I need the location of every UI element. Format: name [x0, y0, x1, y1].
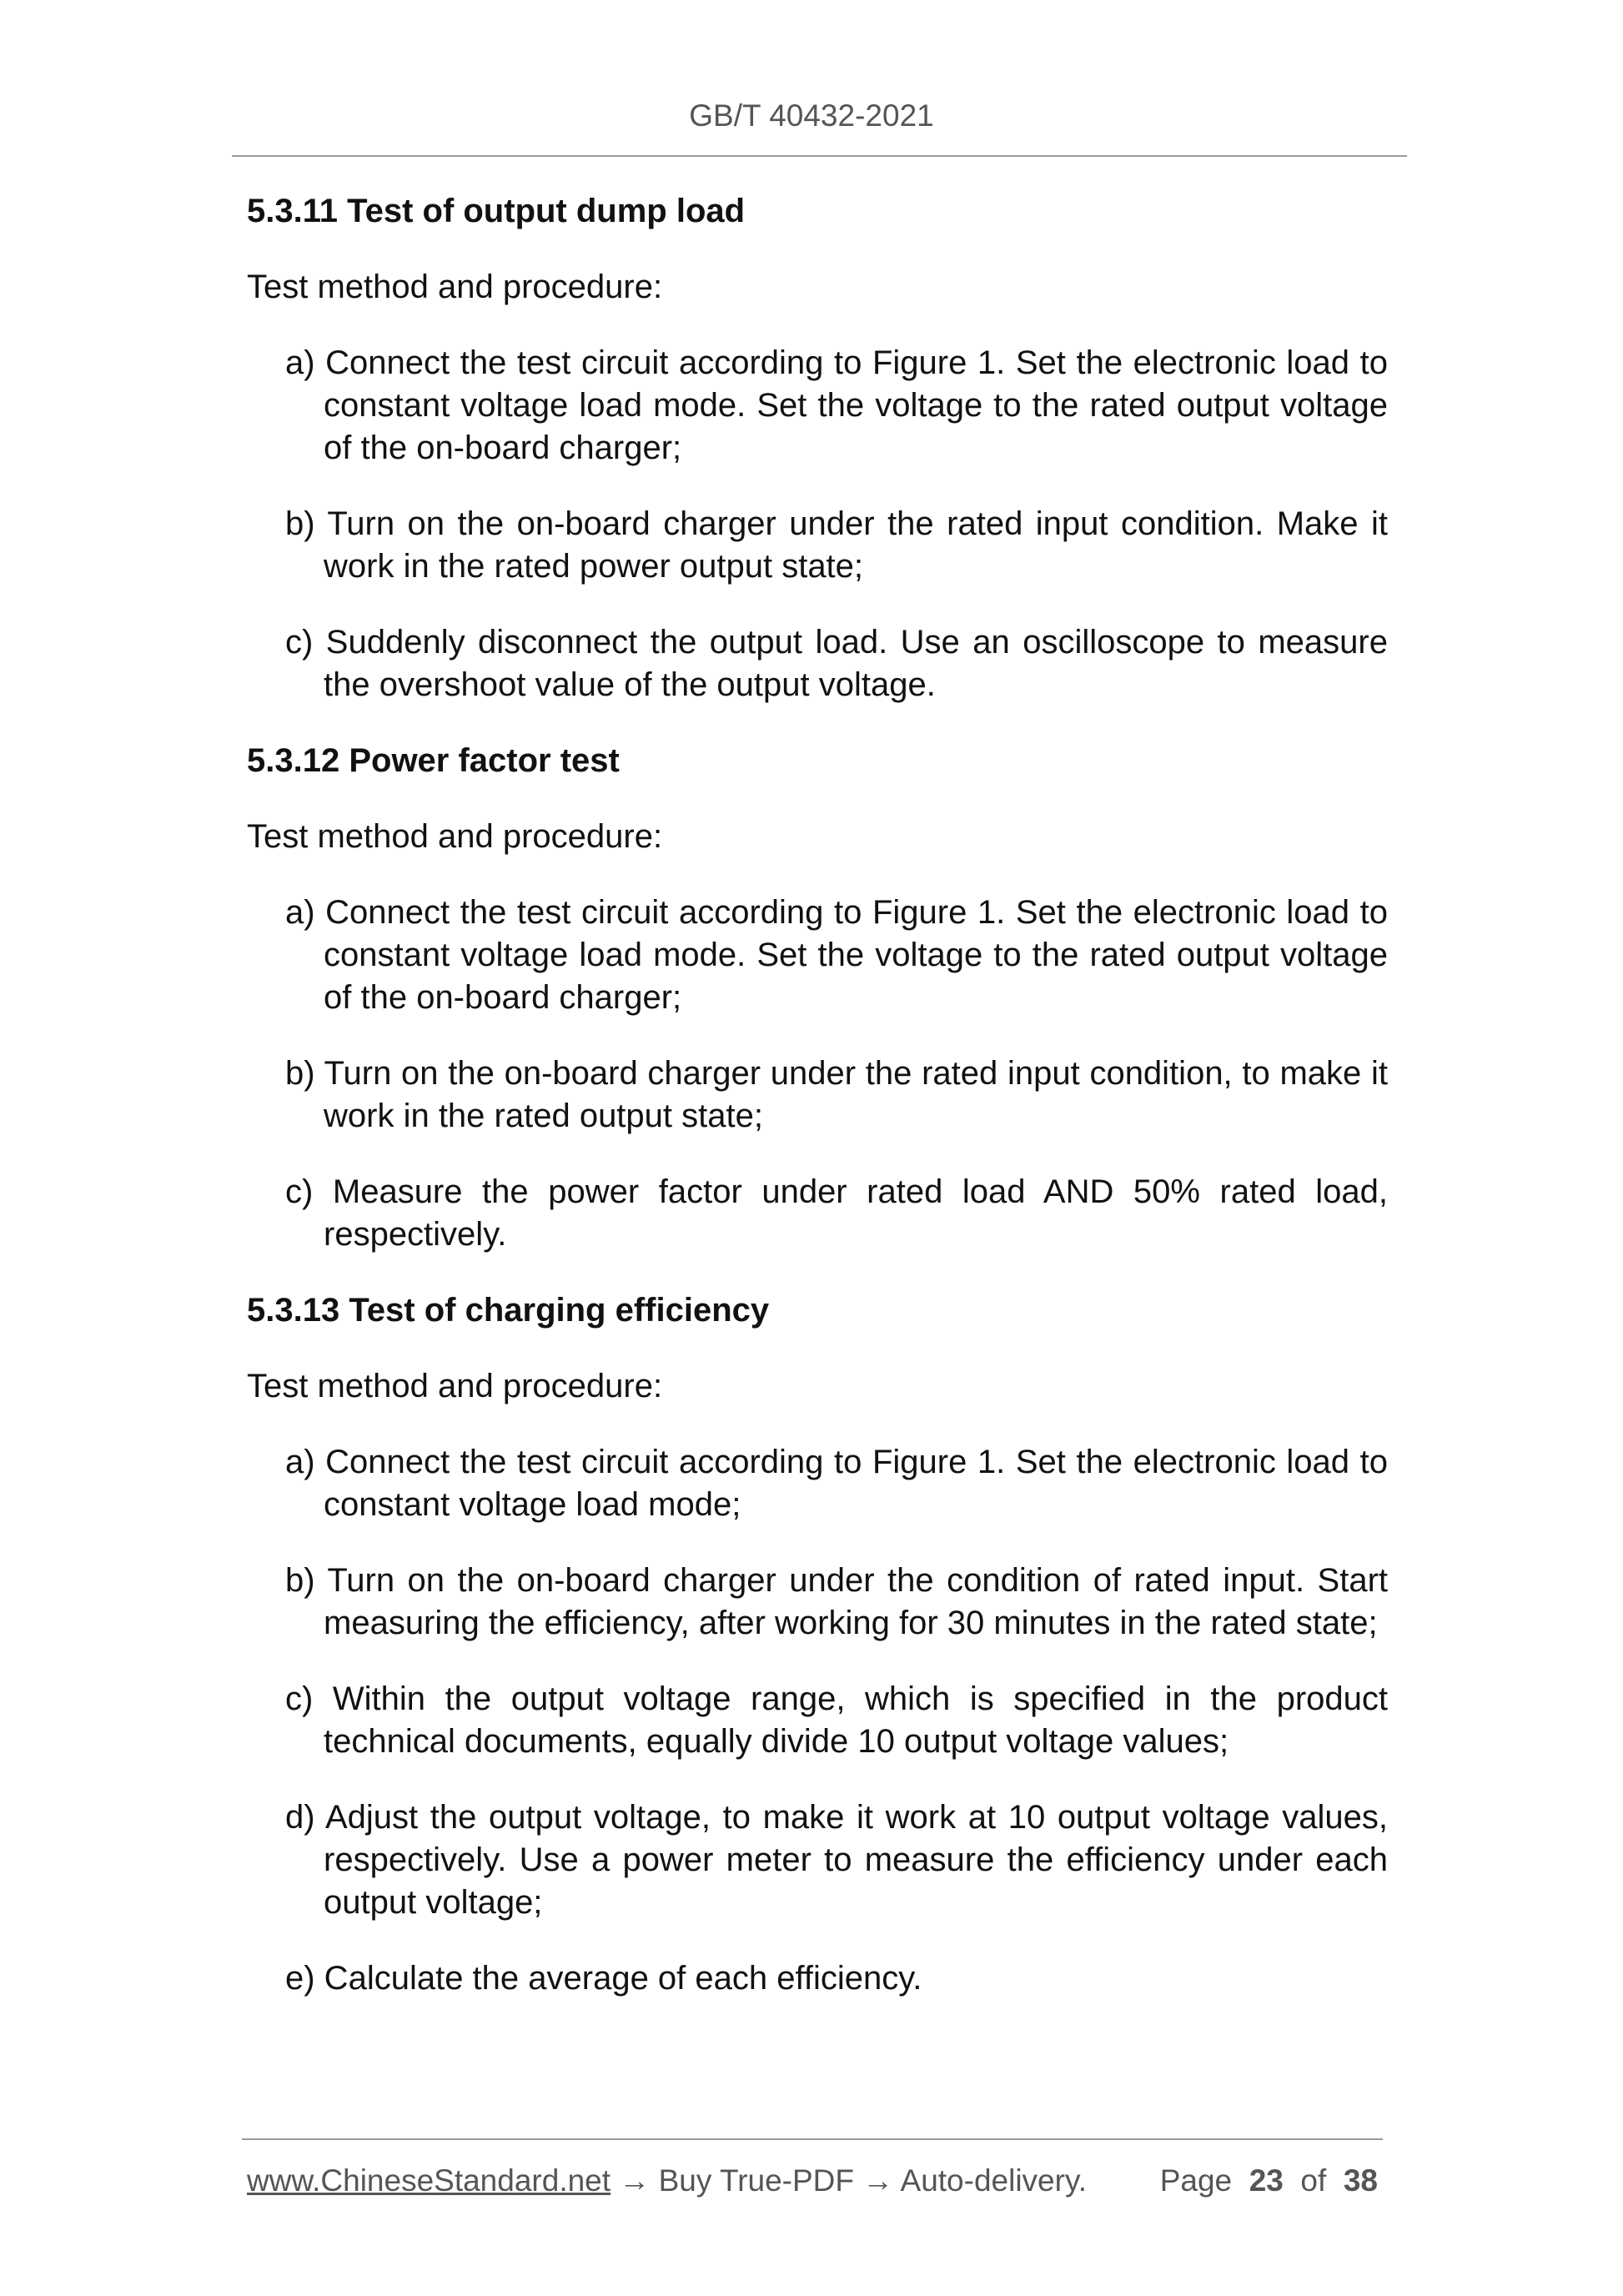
section-5-3-13	[247, 1289, 1388, 2000]
list-item: b) Turn on the on-board charger under the condition of rated input. Start measuring the efficiency, after working for 30 minutes in the rated state;	[285, 1562, 1388, 1641]
section-intro: Test method and procedure:	[247, 269, 663, 305]
section-intro: Test method and procedure:	[247, 818, 663, 855]
standard-code-header: GB/T 40432-2021	[689, 98, 934, 133]
list-item: c) Measure the power factor under rated load AND 50% rated load, respectively.	[285, 1173, 1388, 1253]
page-number	[1160, 2162, 1378, 2200]
list-item: a) Connect the test circuit according to Figure 1. Set the electronic load to constant voltage load mode. Set the voltage to the rated output voltage of the on-board charger;	[285, 344, 1388, 466]
list-item: d) Adjust the output voltage, to make it work at 10 output voltage values, respectively. Use a power meter to measure the efficiency under each output voltage;	[285, 1799, 1388, 1921]
page-content	[247, 190, 1388, 2033]
header-divider	[232, 155, 1407, 157]
section-intro: Test method and procedure:	[247, 1368, 663, 1404]
section-heading: 5.3.12 Power factor test	[247, 742, 620, 779]
footer-divider	[242, 2138, 1383, 2140]
section-heading: 5.3.13 Test of charging efficiency	[247, 1292, 770, 1329]
list-item: a) Connect the test circuit according to Figure 1. Set the electronic load to constant voltage load mode;	[285, 1444, 1388, 1523]
of-label: of	[1300, 2163, 1327, 2198]
page-label: Page	[1159, 2163, 1233, 2198]
list-item: c) Suddenly disconnect the output load. Use an oscilloscope to measure the overshoot value of the output voltage.	[285, 624, 1388, 703]
footer-promo-text: → Buy True-PDF → Auto-delivery.	[611, 2163, 1087, 2198]
page-total: 38	[1343, 2163, 1378, 2198]
list-item: b) Turn on the on-board charger under the rated input condition, to make it work in the rated output state;	[285, 1055, 1388, 1134]
list-item: a) Connect the test circuit according to Figure 1. Set the electronic load to constant voltage load mode. Set the voltage to the rated output voltage of the on-board charger;	[285, 894, 1388, 1016]
list-item: c) Within the output voltage range, which is specified in the product technical documents, equally divide 10 output voltage values;	[285, 1681, 1388, 1760]
section-heading: 5.3.11 Test of output dump load	[247, 193, 746, 229]
list-item: b) Turn on the on-board charger under the rated input condition. Make it work in the rated power output state;	[285, 505, 1388, 585]
section-5-3-12	[247, 740, 1388, 1256]
footer-promo	[247, 2162, 1087, 2200]
section-5-3-11	[247, 190, 1388, 706]
page-current: 23	[1249, 2163, 1284, 2198]
list-item: e) Calculate the average of each efficiency.	[285, 1960, 922, 1997]
website-link[interactable]: www.ChineseStandard.net	[247, 2163, 611, 2198]
